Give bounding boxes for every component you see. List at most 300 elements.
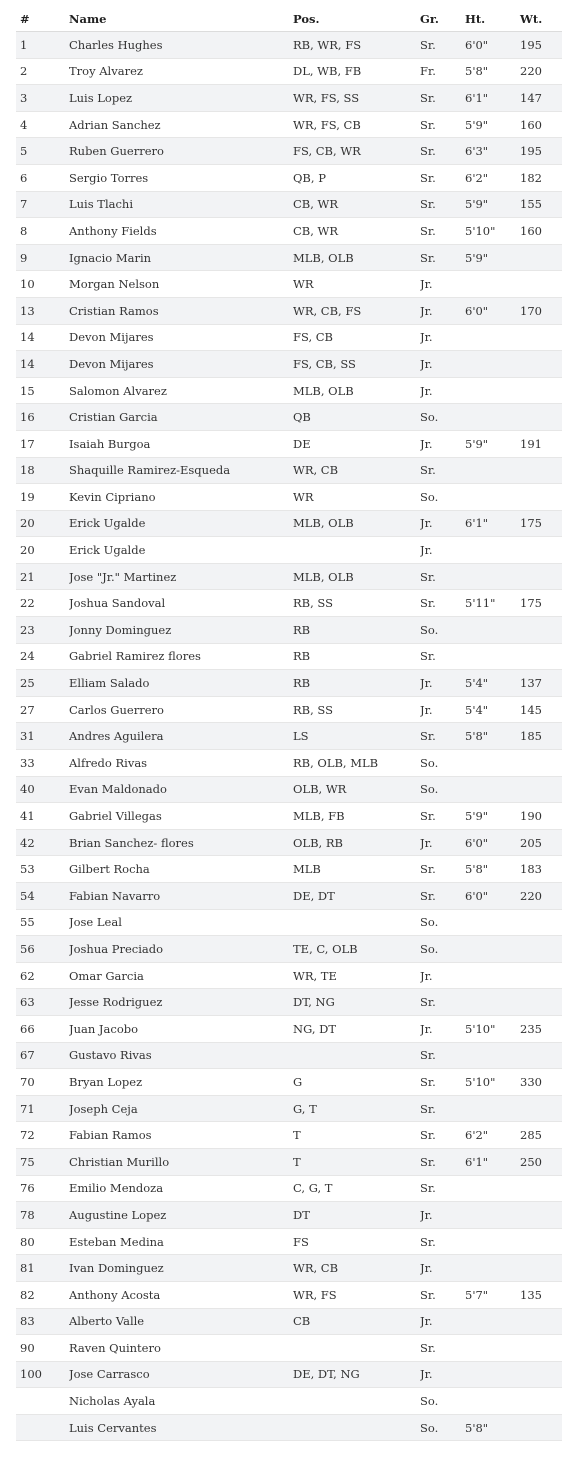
player-weight bbox=[520, 324, 562, 351]
player-height bbox=[465, 936, 520, 963]
player-height: 5'9" bbox=[465, 803, 520, 830]
player-grade: So. bbox=[420, 617, 465, 644]
player-name: Kevin Cipriano bbox=[69, 484, 293, 511]
player-grade: Sr. bbox=[420, 1335, 465, 1362]
table-row bbox=[16, 510, 562, 537]
player-grade: Jr. bbox=[420, 297, 465, 324]
player-weight bbox=[520, 962, 562, 989]
player-position bbox=[293, 1335, 420, 1362]
player-grade: Jr. bbox=[420, 377, 465, 404]
player-height: 6'0" bbox=[465, 829, 520, 856]
player-number: 22 bbox=[16, 590, 69, 617]
player-position: DE bbox=[293, 430, 420, 457]
table-row bbox=[16, 297, 562, 324]
player-height: 6'2" bbox=[465, 1122, 520, 1149]
player-height bbox=[465, 776, 520, 803]
player-grade: Jr. bbox=[420, 670, 465, 697]
player-weight: 175 bbox=[520, 510, 562, 537]
player-height: 6'0" bbox=[465, 883, 520, 910]
player-position: RB bbox=[293, 617, 420, 644]
player-position: RB, WR, FS bbox=[293, 32, 420, 59]
player-grade: Sr. bbox=[420, 1148, 465, 1175]
player-name: Emilio Mendoza bbox=[69, 1175, 293, 1202]
player-height: 5'10" bbox=[465, 1015, 520, 1042]
player-grade: Sr. bbox=[420, 457, 465, 484]
player-name: Joseph Ceja bbox=[69, 1095, 293, 1122]
player-height bbox=[465, 1255, 520, 1282]
player-weight: 160 bbox=[520, 218, 562, 245]
player-position: WR, FS bbox=[293, 1281, 420, 1308]
player-height: 6'1" bbox=[465, 1148, 520, 1175]
player-number: 5 bbox=[16, 138, 69, 165]
player-position bbox=[293, 537, 420, 564]
player-grade: Sr. bbox=[420, 1095, 465, 1122]
player-number: 17 bbox=[16, 430, 69, 457]
player-number: 55 bbox=[16, 909, 69, 936]
player-name: Jonny Dominguez bbox=[69, 617, 293, 644]
player-grade: Sr. bbox=[420, 218, 465, 245]
player-grade: So. bbox=[420, 776, 465, 803]
player-weight bbox=[520, 351, 562, 378]
player-weight: 195 bbox=[520, 32, 562, 59]
player-number: 80 bbox=[16, 1228, 69, 1255]
player-grade: Jr. bbox=[420, 430, 465, 457]
player-grade: Sr. bbox=[420, 1228, 465, 1255]
player-position: WR, CB bbox=[293, 1255, 420, 1282]
player-number: 21 bbox=[16, 563, 69, 590]
column-header-position[interactable]: Pos. bbox=[293, 6, 420, 32]
player-height bbox=[465, 1308, 520, 1335]
column-header-weight[interactable]: Wt. bbox=[520, 6, 562, 32]
player-grade: Jr. bbox=[420, 1361, 465, 1388]
player-position: OLB, WR bbox=[293, 776, 420, 803]
player-number: 6 bbox=[16, 164, 69, 191]
player-name: Bryan Lopez bbox=[69, 1069, 293, 1096]
column-header-grade[interactable]: Gr. bbox=[420, 6, 465, 32]
player-number: 42 bbox=[16, 829, 69, 856]
player-position: FS, CB, SS bbox=[293, 351, 420, 378]
player-height bbox=[465, 484, 520, 511]
table-row bbox=[16, 271, 562, 298]
player-grade: Jr. bbox=[420, 537, 465, 564]
player-height: 6'0" bbox=[465, 297, 520, 324]
player-name: Anthony Acosta bbox=[69, 1281, 293, 1308]
table-row bbox=[16, 191, 562, 218]
player-grade: Jr. bbox=[420, 1308, 465, 1335]
player-weight: 285 bbox=[520, 1122, 562, 1149]
player-height: 5'9" bbox=[465, 191, 520, 218]
roster-header bbox=[16, 6, 562, 32]
table-row bbox=[16, 85, 562, 112]
player-number: 23 bbox=[16, 617, 69, 644]
player-height bbox=[465, 457, 520, 484]
player-position: FS, CB, WR bbox=[293, 138, 420, 165]
player-weight bbox=[520, 1308, 562, 1335]
player-number: 83 bbox=[16, 1308, 69, 1335]
player-weight: 191 bbox=[520, 430, 562, 457]
player-weight bbox=[520, 1388, 562, 1415]
player-number: 71 bbox=[16, 1095, 69, 1122]
player-name: Ruben Guerrero bbox=[69, 138, 293, 165]
player-position: G, T bbox=[293, 1095, 420, 1122]
player-name: Anthony Fields bbox=[69, 218, 293, 245]
player-position: CB bbox=[293, 1308, 420, 1335]
table-row bbox=[16, 324, 562, 351]
player-weight bbox=[520, 1255, 562, 1282]
player-grade: So. bbox=[420, 936, 465, 963]
player-height: 5'7" bbox=[465, 1281, 520, 1308]
player-weight: 147 bbox=[520, 85, 562, 112]
player-weight bbox=[520, 1414, 562, 1441]
player-name: Omar Garcia bbox=[69, 962, 293, 989]
table-row bbox=[16, 723, 562, 750]
player-height: 6'2" bbox=[465, 164, 520, 191]
player-weight: 250 bbox=[520, 1148, 562, 1175]
player-name: Jose "Jr." Martinez bbox=[69, 563, 293, 590]
player-position: T bbox=[293, 1148, 420, 1175]
player-name: Luis Cervantes bbox=[69, 1414, 293, 1441]
player-grade: Sr. bbox=[420, 856, 465, 883]
table-row bbox=[16, 1069, 562, 1096]
player-name: Charles Hughes bbox=[69, 32, 293, 59]
player-grade: So. bbox=[420, 1414, 465, 1441]
player-weight bbox=[520, 537, 562, 564]
player-name: Sergio Torres bbox=[69, 164, 293, 191]
player-weight bbox=[520, 643, 562, 670]
player-weight bbox=[520, 909, 562, 936]
table-row bbox=[16, 883, 562, 910]
player-number: 75 bbox=[16, 1148, 69, 1175]
player-name: Shaquille Ramirez-Esqueda bbox=[69, 457, 293, 484]
table-row bbox=[16, 351, 562, 378]
player-number: 41 bbox=[16, 803, 69, 830]
table-row bbox=[16, 989, 562, 1016]
player-position: WR, FS, SS bbox=[293, 85, 420, 112]
player-name: Gustavo Rivas bbox=[69, 1042, 293, 1069]
player-name: Salomon Alvarez bbox=[69, 377, 293, 404]
player-weight bbox=[520, 1335, 562, 1362]
player-name: Ignacio Marin bbox=[69, 244, 293, 271]
player-position: MLB, OLB bbox=[293, 377, 420, 404]
column-header-height[interactable]: Ht. bbox=[465, 6, 520, 32]
player-name: Raven Quintero bbox=[69, 1335, 293, 1362]
player-name: Nicholas Ayala bbox=[69, 1388, 293, 1415]
player-weight: 190 bbox=[520, 803, 562, 830]
player-number: 76 bbox=[16, 1175, 69, 1202]
player-position bbox=[293, 1388, 420, 1415]
player-name: Alberto Valle bbox=[69, 1308, 293, 1335]
player-number: 62 bbox=[16, 962, 69, 989]
player-number: 14 bbox=[16, 351, 69, 378]
table-row bbox=[16, 1414, 562, 1441]
player-height bbox=[465, 324, 520, 351]
player-height bbox=[465, 962, 520, 989]
player-grade: Sr. bbox=[420, 803, 465, 830]
player-position: RB bbox=[293, 643, 420, 670]
player-weight: 155 bbox=[520, 191, 562, 218]
player-height bbox=[465, 1175, 520, 1202]
player-grade: Jr. bbox=[420, 962, 465, 989]
table-row bbox=[16, 457, 562, 484]
player-weight bbox=[520, 1042, 562, 1069]
table-row bbox=[16, 1042, 562, 1069]
player-position: TE, C, OLB bbox=[293, 936, 420, 963]
player-weight: 170 bbox=[520, 297, 562, 324]
player-weight bbox=[520, 1175, 562, 1202]
player-position: MLB, OLB bbox=[293, 510, 420, 537]
player-number: 8 bbox=[16, 218, 69, 245]
player-grade: Sr. bbox=[420, 989, 465, 1016]
table-row bbox=[16, 829, 562, 856]
player-grade: Jr. bbox=[420, 1202, 465, 1229]
table-row bbox=[16, 244, 562, 271]
player-height bbox=[465, 404, 520, 431]
player-position: OLB, RB bbox=[293, 829, 420, 856]
player-grade: So. bbox=[420, 404, 465, 431]
player-height bbox=[465, 377, 520, 404]
table-row bbox=[16, 404, 562, 431]
player-number: 20 bbox=[16, 510, 69, 537]
table-row bbox=[16, 1202, 562, 1229]
table-row bbox=[16, 111, 562, 138]
player-grade: Sr. bbox=[420, 1122, 465, 1149]
table-row bbox=[16, 377, 562, 404]
player-weight: 235 bbox=[520, 1015, 562, 1042]
player-weight: 182 bbox=[520, 164, 562, 191]
player-number: 13 bbox=[16, 297, 69, 324]
player-weight: 160 bbox=[520, 111, 562, 138]
player-name: Joshua Sandoval bbox=[69, 590, 293, 617]
player-height: 5'9" bbox=[465, 244, 520, 271]
table-row bbox=[16, 936, 562, 963]
table-row bbox=[16, 1335, 562, 1362]
table-row bbox=[16, 138, 562, 165]
player-name: Luis Lopez bbox=[69, 85, 293, 112]
player-number bbox=[16, 1388, 69, 1415]
player-grade: Sr. bbox=[420, 244, 465, 271]
table-row bbox=[16, 484, 562, 511]
player-number: 82 bbox=[16, 1281, 69, 1308]
player-weight bbox=[520, 563, 562, 590]
player-grade: Sr. bbox=[420, 1069, 465, 1096]
player-height: 5'10" bbox=[465, 1069, 520, 1096]
player-number: 10 bbox=[16, 271, 69, 298]
player-name: Erick Ugalde bbox=[69, 510, 293, 537]
player-number: 15 bbox=[16, 377, 69, 404]
table-row bbox=[16, 617, 562, 644]
player-position: MLB bbox=[293, 856, 420, 883]
player-number: 67 bbox=[16, 1042, 69, 1069]
player-position: T bbox=[293, 1122, 420, 1149]
player-weight bbox=[520, 1095, 562, 1122]
player-grade: Sr. bbox=[420, 138, 465, 165]
player-name: Fabian Navarro bbox=[69, 883, 293, 910]
player-name: Gabriel Villegas bbox=[69, 803, 293, 830]
table-row bbox=[16, 537, 562, 564]
player-grade: Sr. bbox=[420, 1281, 465, 1308]
player-name: Andres Aguilera bbox=[69, 723, 293, 750]
player-height bbox=[465, 537, 520, 564]
player-position: FS bbox=[293, 1228, 420, 1255]
player-position: DT bbox=[293, 1202, 420, 1229]
player-name: Devon Mijares bbox=[69, 324, 293, 351]
table-row bbox=[16, 1122, 562, 1149]
table-row bbox=[16, 1361, 562, 1388]
player-position: WR, CB bbox=[293, 457, 420, 484]
player-number: 81 bbox=[16, 1255, 69, 1282]
player-position: C, G, T bbox=[293, 1175, 420, 1202]
table-row bbox=[16, 962, 562, 989]
table-row bbox=[16, 1255, 562, 1282]
player-number: 9 bbox=[16, 244, 69, 271]
player-grade: Sr. bbox=[420, 590, 465, 617]
player-number: 20 bbox=[16, 537, 69, 564]
player-grade: Sr. bbox=[420, 723, 465, 750]
player-position: MLB, OLB bbox=[293, 563, 420, 590]
player-number: 1 bbox=[16, 32, 69, 59]
player-height: 5'11" bbox=[465, 590, 520, 617]
player-grade: So. bbox=[420, 484, 465, 511]
player-position: G bbox=[293, 1069, 420, 1096]
player-grade: Jr. bbox=[420, 271, 465, 298]
player-height bbox=[465, 909, 520, 936]
player-weight bbox=[520, 936, 562, 963]
player-weight bbox=[520, 484, 562, 511]
player-position: RB, SS bbox=[293, 590, 420, 617]
player-grade: So. bbox=[420, 750, 465, 777]
table-row bbox=[16, 803, 562, 830]
roster-body bbox=[16, 32, 562, 1441]
player-weight: 175 bbox=[520, 590, 562, 617]
player-weight bbox=[520, 750, 562, 777]
player-number: 33 bbox=[16, 750, 69, 777]
player-position: RB bbox=[293, 670, 420, 697]
player-position bbox=[293, 1042, 420, 1069]
player-name: Augustine Lopez bbox=[69, 1202, 293, 1229]
player-weight: 220 bbox=[520, 58, 562, 85]
table-row bbox=[16, 32, 562, 59]
player-number: 63 bbox=[16, 989, 69, 1016]
player-weight: 205 bbox=[520, 829, 562, 856]
player-position: CB, WR bbox=[293, 191, 420, 218]
table-row bbox=[16, 1281, 562, 1308]
table-row bbox=[16, 643, 562, 670]
player-height bbox=[465, 351, 520, 378]
player-position: WR bbox=[293, 271, 420, 298]
table-row bbox=[16, 218, 562, 245]
player-grade: Sr. bbox=[420, 883, 465, 910]
table-row bbox=[16, 670, 562, 697]
player-grade: Sr. bbox=[420, 1042, 465, 1069]
player-position: CB, WR bbox=[293, 218, 420, 245]
player-position: DT, NG bbox=[293, 989, 420, 1016]
player-name: Isaiah Burgoa bbox=[69, 430, 293, 457]
player-height bbox=[465, 989, 520, 1016]
player-name: Cristian Ramos bbox=[69, 297, 293, 324]
table-row bbox=[16, 1175, 562, 1202]
player-weight: 135 bbox=[520, 1281, 562, 1308]
player-height: 5'9" bbox=[465, 430, 520, 457]
player-number: 14 bbox=[16, 324, 69, 351]
player-position: WR, TE bbox=[293, 962, 420, 989]
player-height: 5'9" bbox=[465, 111, 520, 138]
player-number: 54 bbox=[16, 883, 69, 910]
player-name: Devon Mijares bbox=[69, 351, 293, 378]
player-height: 6'1" bbox=[465, 85, 520, 112]
player-height: 5'4" bbox=[465, 670, 520, 697]
player-name: Alfredo Rivas bbox=[69, 750, 293, 777]
player-number: 18 bbox=[16, 457, 69, 484]
player-grade: Sr. bbox=[420, 32, 465, 59]
player-height: 5'4" bbox=[465, 696, 520, 723]
player-height bbox=[465, 1202, 520, 1229]
player-grade: Sr. bbox=[420, 643, 465, 670]
player-height bbox=[465, 750, 520, 777]
player-name: Fabian Ramos bbox=[69, 1122, 293, 1149]
column-header-name[interactable]: Name bbox=[69, 6, 293, 32]
player-weight: 183 bbox=[520, 856, 562, 883]
player-number: 66 bbox=[16, 1015, 69, 1042]
player-height bbox=[465, 1228, 520, 1255]
player-weight bbox=[520, 244, 562, 271]
table-row bbox=[16, 750, 562, 777]
column-header-number[interactable]: # bbox=[16, 6, 69, 32]
player-height bbox=[465, 643, 520, 670]
player-position: RB, SS bbox=[293, 696, 420, 723]
player-weight bbox=[520, 1361, 562, 1388]
player-number: 72 bbox=[16, 1122, 69, 1149]
player-name: Elliam Salado bbox=[69, 670, 293, 697]
player-height bbox=[465, 1042, 520, 1069]
player-grade: Jr. bbox=[420, 1255, 465, 1282]
player-name: Luis Tlachi bbox=[69, 191, 293, 218]
player-name: Christian Murillo bbox=[69, 1148, 293, 1175]
player-grade: Jr. bbox=[420, 696, 465, 723]
player-number: 2 bbox=[16, 58, 69, 85]
player-number: 40 bbox=[16, 776, 69, 803]
table-row bbox=[16, 430, 562, 457]
player-height bbox=[465, 1388, 520, 1415]
player-height bbox=[465, 1335, 520, 1362]
player-grade: Sr. bbox=[420, 563, 465, 590]
player-number: 16 bbox=[16, 404, 69, 431]
player-number: 56 bbox=[16, 936, 69, 963]
player-grade: Jr. bbox=[420, 829, 465, 856]
player-position: QB, P bbox=[293, 164, 420, 191]
player-number: 24 bbox=[16, 643, 69, 670]
player-weight bbox=[520, 776, 562, 803]
player-height bbox=[465, 1361, 520, 1388]
player-name: Cristian Garcia bbox=[69, 404, 293, 431]
player-number bbox=[16, 1414, 69, 1441]
table-row bbox=[16, 856, 562, 883]
player-weight: 145 bbox=[520, 696, 562, 723]
player-number: 19 bbox=[16, 484, 69, 511]
player-grade: So. bbox=[420, 909, 465, 936]
table-row bbox=[16, 164, 562, 191]
table-row bbox=[16, 1015, 562, 1042]
player-position: DE, DT, NG bbox=[293, 1361, 420, 1388]
player-height: 5'8" bbox=[465, 856, 520, 883]
player-height: 6'0" bbox=[465, 32, 520, 59]
player-name: Carlos Guerrero bbox=[69, 696, 293, 723]
player-number: 4 bbox=[16, 111, 69, 138]
table-row bbox=[16, 563, 562, 590]
player-number: 90 bbox=[16, 1335, 69, 1362]
player-grade: Sr. bbox=[420, 191, 465, 218]
player-number: 100 bbox=[16, 1361, 69, 1388]
player-name: Erick Ugalde bbox=[69, 537, 293, 564]
